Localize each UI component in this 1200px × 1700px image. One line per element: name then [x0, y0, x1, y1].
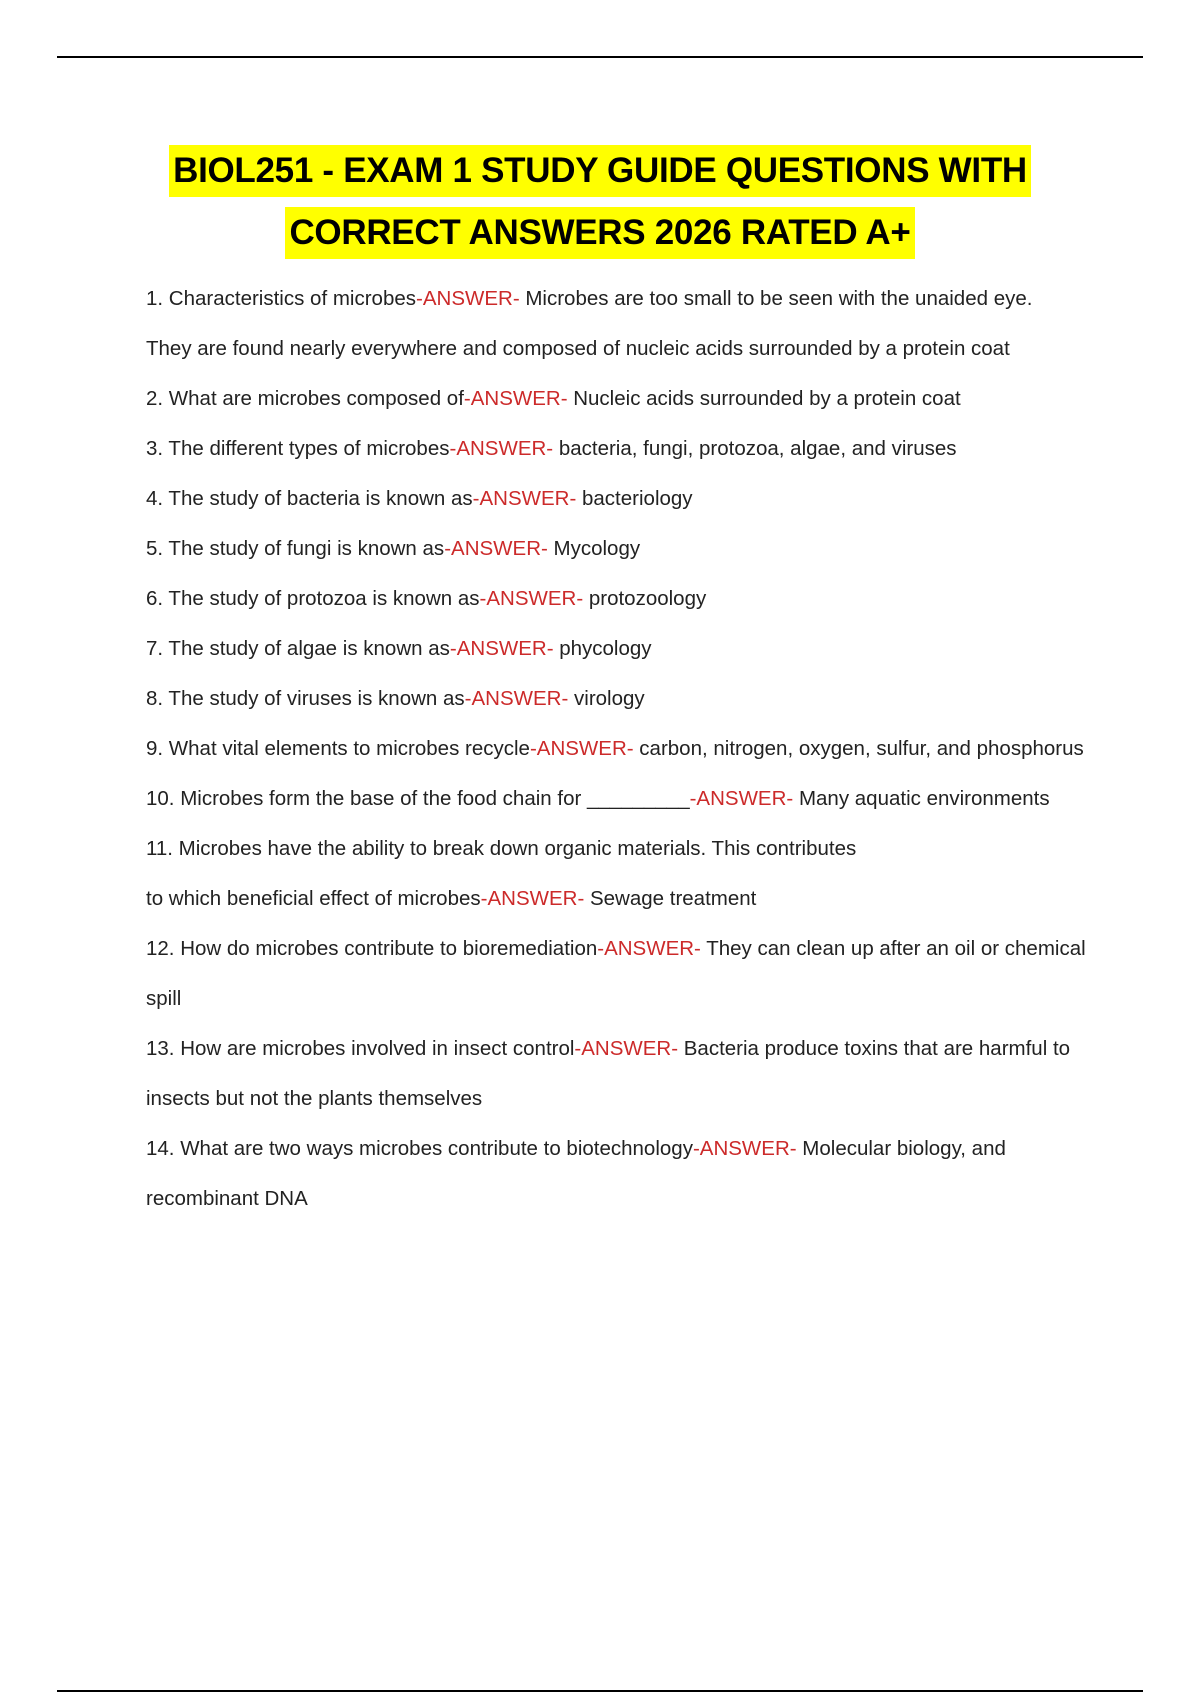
paragraph [146, 582, 1086, 616]
paragraph [146, 882, 1086, 916]
answer-tag: -ANSWER- [463, 387, 568, 410]
title-line-2: CORRECT ANSWERS 2026 RATED A+ [285, 207, 914, 259]
paragraph [146, 332, 1086, 366]
answer-text: They can clean up after an oil or chemical [700, 937, 1086, 960]
answer-text: Sewage treatment [584, 887, 757, 910]
paragraph [146, 1032, 1086, 1066]
answer-tag: -ANSWER- [472, 487, 577, 510]
answer-tag: -ANSWER- [574, 1037, 679, 1060]
answer-text: virology [568, 687, 645, 710]
question-text: 14. What are two ways microbes contribute to biotechnology [146, 1137, 693, 1160]
paragraph-text: insects but not the plants themselves [146, 1087, 483, 1110]
paragraph [146, 282, 1086, 316]
paragraph-text: recombinant DNA [146, 1187, 308, 1210]
paragraph [146, 432, 1086, 466]
question-text: 12. How do microbes contribute to bioremediation [146, 937, 598, 960]
answer-tag: -ANSWER- [692, 1137, 797, 1160]
answer-tag: -ANSWER- [416, 287, 520, 310]
question-text: 7. The study of algae is known as [146, 637, 450, 660]
paragraph [146, 482, 1086, 516]
paragraph-text: spill [146, 987, 182, 1010]
answer-text: bacteria, fungi, protozoa, algae, and viruses [553, 437, 957, 460]
title-line-1: BIOL251 - EXAM 1 STUDY GUIDE QUESTIONS WITH [169, 145, 1031, 197]
answer-text: Bacteria produce toxins that are harmful to [678, 1037, 1071, 1060]
document-body [146, 282, 1086, 1232]
paragraph [146, 932, 1086, 966]
answer-text: Molecular biology, and [796, 1137, 1006, 1160]
paragraph [146, 1132, 1086, 1166]
paragraph [146, 832, 1086, 866]
answer-tag: -ANSWER- [479, 587, 584, 610]
answer-tag: -ANSWER- [444, 537, 548, 560]
question-text: 13. How are microbes involved in insect control [146, 1037, 575, 1060]
answer-tag: -ANSWER- [449, 637, 554, 660]
question-text: to which beneficial effect of microbes [146, 887, 481, 910]
paragraph [146, 532, 1086, 566]
answer-tag: -ANSWER- [464, 687, 569, 710]
answer-text: Many aquatic environments [793, 787, 1050, 810]
answer-text: Nucleic acids surrounded by a protein coat [567, 387, 961, 410]
answer-text: Microbes are too small to be seen with the unaided eye. [519, 287, 1033, 310]
question-text: 2. What are microbes composed of [146, 387, 464, 410]
bottom-rule [57, 1690, 1143, 1692]
answer-tag: -ANSWER- [529, 737, 634, 760]
answer-tag: -ANSWER- [449, 437, 554, 460]
paragraph [146, 1182, 1086, 1216]
paragraph [146, 732, 1086, 766]
answer-text: carbon, nitrogen, oxygen, sulfur, and phosphorus [633, 737, 1084, 760]
answer-tag: -ANSWER- [480, 887, 585, 910]
paragraph [146, 382, 1086, 416]
question-text: 6. The study of protozoa is known as [146, 587, 480, 610]
question-text: 3. The different types of microbes [146, 437, 450, 460]
question-text: 10. Microbes form the base of the food chain for _________ [146, 787, 690, 810]
top-rule [57, 56, 1143, 58]
paragraph [146, 982, 1086, 1016]
question-text: 4. The study of bacteria is known as [146, 487, 473, 510]
question-text: 1. Characteristics of microbes [146, 287, 417, 310]
paragraph [146, 782, 1086, 816]
question-text: 8. The study of viruses is known as [146, 687, 465, 710]
question-text: 5. The study of fungi is known as [146, 537, 445, 560]
answer-tag: -ANSWER- [597, 937, 701, 960]
answer-tag: -ANSWER- [689, 787, 794, 810]
paragraph-text: 11. Microbes have the ability to break down organic materials. This contributes [146, 837, 857, 860]
answer-text: Mycology [547, 537, 641, 560]
answer-text: phycology [553, 637, 652, 660]
paragraph [146, 632, 1086, 666]
answer-text: bacteriology [576, 487, 693, 510]
paragraph [146, 1082, 1086, 1116]
document-title [60, 145, 1140, 269]
paragraph [146, 682, 1086, 716]
answer-text: protozoology [583, 587, 707, 610]
paragraph-text: They are found nearly everywhere and composed of nucleic acids surrounded by a protein coat [146, 337, 1010, 360]
question-text: 9. What vital elements to microbes recycle [146, 737, 530, 760]
